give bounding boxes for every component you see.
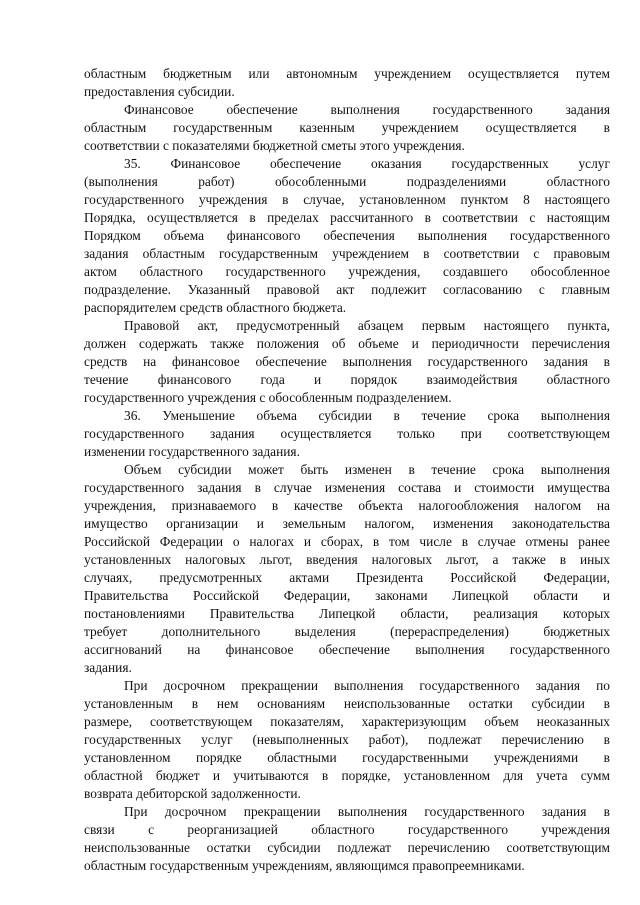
line: актом областного государственного учреждения, создавшего обособленное [84, 264, 610, 279]
line: средств на финансовое обеспечение выполнения государственного задания в [84, 354, 610, 369]
line: задания областным государственным учреждением в соответствии с правовым [84, 246, 610, 261]
line: государственного учреждения в случае, установленном пунктом 8 настоящего [84, 192, 610, 207]
line: государственного задания в случае изменения состава и стоимости имущества [84, 480, 610, 495]
line: должен содержать также положения об объеме и периодичности перечисления [84, 336, 610, 351]
line: Порядка, осуществляется в пределах рассчитанного в соответствии с настоящим [84, 210, 610, 225]
line: ассигнований на финансовое обеспечение выполнения государственного [84, 642, 610, 657]
line: Правительства Российской Федерации, законами Липецкой области и [84, 588, 610, 603]
line: установленным в нем основаниям неиспользованные остатки субсидии в [84, 696, 610, 711]
line: государственного задания осуществляется только при соответствующем [84, 426, 610, 441]
line-last: возврата дебиторской задолженности. [84, 786, 301, 801]
paragraph [84, 101, 610, 155]
line: подразделение. Указанный правовой акт подлежит согласованию с главным [84, 282, 610, 297]
paragraph [84, 461, 610, 677]
paragraph [84, 803, 610, 875]
line: установленном порядке областными государственными учреждениями в [84, 750, 610, 765]
document-page [84, 65, 610, 875]
line: связи с реорганизацией областного государственного учреждения [84, 822, 610, 837]
line-last: изменении государственного задания. [84, 444, 300, 459]
line: государственных услуг (невыполненных работ), подлежат перечислению в [84, 732, 610, 747]
line-last: соответствии с показателями бюджетной сметы этого учреждения. [84, 138, 465, 153]
line-last: предоставления субсидии. [84, 84, 235, 99]
paragraph [84, 65, 610, 101]
line: областной бюджет и учитываются в порядке, установленном для учета сумм [84, 768, 610, 783]
line: случаях, предусмотренных актами Президента Российской Федерации, [84, 570, 610, 585]
line: областным государственным казенным учреждением осуществляется в [84, 120, 610, 135]
line: (выполнения работ) обособленными подразделениями областного [84, 174, 610, 189]
paragraph [84, 407, 610, 461]
line: Правовой акт, предусмотренный абзацем первым настоящего пункта, [124, 318, 610, 333]
line: требует дополнительного выделения (перераспределения) бюджетных [84, 624, 610, 639]
line: При досрочном прекращении выполнения государственного задания по [124, 678, 610, 693]
paragraph [84, 317, 610, 407]
line-last: государственного учреждения с обособленным подразделением. [84, 390, 452, 405]
line: Объем субсидии может быть изменен в течение срока выполнения [124, 462, 610, 477]
line: При досрочном прекращении выполнения государственного задания в [124, 804, 610, 819]
line: Российской Федерации о налогах и сборах, в том числе в случае отмены ранее [84, 534, 610, 549]
line: Финансовое обеспечение выполнения государственного задания [124, 102, 610, 117]
line: 36. Уменьшение объема субсидии в течение срока выполнения [124, 408, 610, 423]
line: размере, соответствующем показателям, характеризующим объем неоказанных [84, 714, 610, 729]
line: неиспользованные остатки субсидии подлежат перечислению соответствующим [84, 840, 610, 855]
line: 35. Финансовое обеспечение оказания государственных услуг [124, 156, 610, 171]
line: течение финансового года и порядок взаимодействия областного [84, 372, 610, 387]
paragraph [84, 677, 610, 803]
line: установленных налоговых льгот, введения налоговых льгот, а также в иных [84, 552, 610, 567]
line: учреждения, признаваемого в качестве объекта налогообложения налогом на [84, 498, 610, 513]
line: постановлениями Правительства Липецкой области, реализация которых [84, 606, 610, 621]
line-last: областным государственным учреждениям, являющимся правопреемниками. [84, 858, 525, 873]
line: Порядком объема финансового обеспечения выполнения государственного [84, 228, 610, 243]
line-last: распорядителем средств областного бюджета. [84, 300, 347, 315]
line-last: задания. [84, 660, 132, 675]
line: областным бюджетным или автономным учреждением осуществляется путем [84, 66, 610, 81]
paragraph [84, 155, 610, 317]
line: имущество организации и земельным налогом, изменения законодательства [84, 516, 610, 531]
